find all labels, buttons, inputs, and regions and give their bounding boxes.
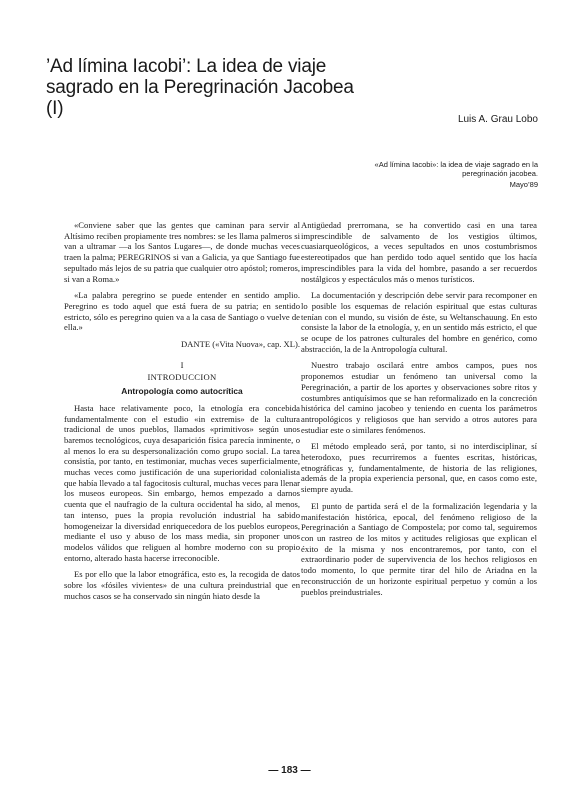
section-title: INTRODUCCION xyxy=(147,372,217,383)
subheading: Antropología como autocrítica xyxy=(121,386,243,397)
page-number: — 183 — xyxy=(268,765,311,776)
body-paragraph: Hasta hace relativamente poco, la etnología era concebida fundamentalmente con el estudio «in extremis» de la cultura tradicional de unos pueblos, llamados «primitivos» según unos baremos tecnológicos, cuya desaparición física parecía inminente, o al menos lo era su despersonalización como grupo social. La tarea consistía, por tanto, en testimoniar, muchas veces superficialmente, muchas veces como justificación de una superioridad colonialista que había llevado a tal fagocitosis cultural, muchas veces para llenar los museos europeos. Sin embargo, hemos empezado a darnos cuenta que el naufragio de la cultura occidental ha sido, al menos, tan intenso, pues la propia revolución industrial ha sabido homogeneizar la diversidad enriquecedora de los pueblos europeos, mediante el uso y abuso de los mass media, sin proponer unos modelos válidos que religuen al hombre moderno con su propio entorno, alterado hasta hacerse irreconocible. xyxy=(64,402,300,563)
author-name: Luis A. Grau Lobo xyxy=(457,114,538,125)
body-paragraph: Nuestro trabajo oscilará entre ambos campos, pues nos proponemos estudiar un fenómeno tan universal como la Peregrinación, a partir de los aportes y observaciones sobre ritos y costumbres antiquísimos que se han reformalizado en la concreción histórica del camino jacobeo y teniendo en cuenta los parámetros antropológicos y religiosos que han servido a otros autores para estudiar este o similares fenómenos. xyxy=(301,360,537,435)
quote-attribution: DANTE («Vita Nuova», cap. XL). xyxy=(180,339,300,350)
epigraph-text: «Ad límina Iacobi»: la idea de viaje sagrado en la peregrinación jacobea. xyxy=(374,160,538,178)
right-column xyxy=(301,220,537,603)
dante-quote: «La palabra peregrino se puede entender en sentido amplio. Peregrino es todo aquel que está fuera de su patria; en sentido estricto, sólo es peregrino quien va a la casa de Santiago o vuelve de ella.» xyxy=(64,290,300,333)
body-paragraph: El punto de partida será el de la formalización legendaria y la manifestación histórica, epocal, del fenómeno religioso de la Peregrinación a Santiago de Compostela; por como tal, seguiremos con un rastreo de los mitos y actitudes religiosas que explican el éxito de la misma y nos encontraremos, por tanto, con el extraordinario poder de supervivencia de los hechos religiosos en todo momento, lo que permite tirar del hilo de Ariadna en la reconstrucción de un horizonte espiritual perpetuo y común a los pueblos preindustriales. xyxy=(301,500,537,597)
body-paragraph: La documentación y descripción debe servir para recomponer en lo posible los esquemas de relación espiritual que estas culturas tenían con el mundo, su visión de éste, su Weltanschauung. En esto consiste la labor de la etnología, y, en un sentido más estricto, el que se ocupe de los patrones culturales del hombre en genérico, como abstracción, la de la Antropología cultural. xyxy=(301,290,537,354)
body-paragraph: Antigüedad prerromana, se ha convertido casi en una tarea imprescindible de salvamento de los vestigios últimos, cuasiarqueológicos, a veces sepultados en unos costumbrismos estereotipados que han perdido todo aquel sentido que los hacía imprescindibles para la vida del hombre, pasando a ser recuerdos nostálgicos y espectáculos más o menos turísticos. xyxy=(301,220,537,284)
opening-quote: «Conviene saber que las gentes que caminan para servir al Altísimo reciben propiamente tres nombres: se les llama palmeros si van a ultramar —a los Santos Lugares—, de donde muchas veces traen la palma; PEREGRINOS si van a Galicia, ya que Santiago fue sepultado más lejos de su patria que cualquier otro apóstol; romeros, si van a Roma.» xyxy=(64,220,300,284)
body-paragraph: El método empleado será, por tanto, si no interdisciplinar, sí heterodoxo, pues recurriremos a fuentes escritas, históricas, etnográficas y, fundamentalmente, de historia de las religiones, además de la propia experiencia personal, que, en casos como este, siempre ayuda. xyxy=(301,441,537,495)
section-number: I xyxy=(180,359,184,370)
body-paragraph: Es por ello que la labor etnográfica, esto es, la recogida de datos sobre los «fósiles vivientes» de una cultura preindustrial que en muchos casos se ha conservado sin ningún hiato desde la xyxy=(64,569,300,601)
article-title: ’Ad límina Iacobi’: La idea de viaje sagrado en la Peregrinación Jacobea (I) xyxy=(46,56,354,119)
left-column xyxy=(64,220,300,608)
epigraph-date: Mayo’89 xyxy=(509,180,538,189)
epigraph xyxy=(358,160,538,189)
